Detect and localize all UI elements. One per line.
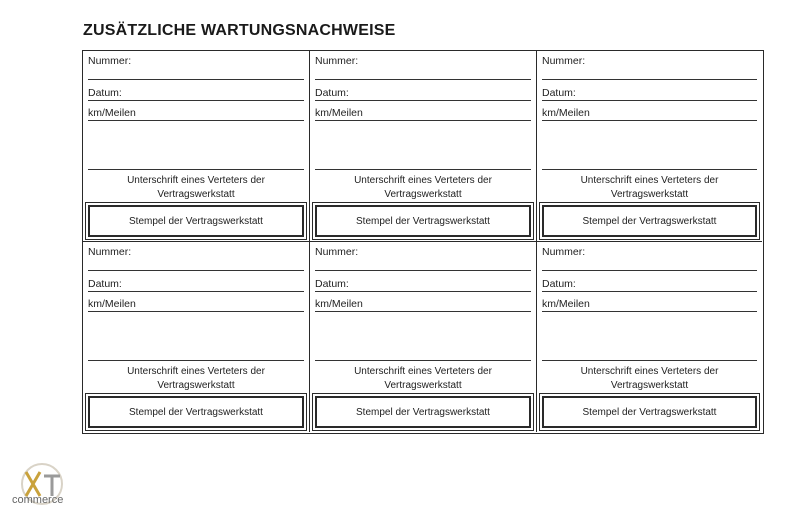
- date-label: Datum:: [542, 278, 576, 290]
- number-label: Nummer:: [88, 246, 132, 258]
- number-line[interactable]: [315, 270, 531, 271]
- maintenance-record: [83, 242, 310, 432]
- number-line[interactable]: [542, 270, 757, 271]
- number-label: Nummer:: [315, 55, 359, 67]
- signature-line[interactable]: [88, 360, 304, 361]
- date-line[interactable]: [88, 291, 304, 292]
- number-label: Nummer:: [542, 55, 586, 67]
- date-line[interactable]: [542, 291, 757, 292]
- maintenance-grid: [82, 50, 764, 434]
- signature-caption: Unterschrift eines Verteters der Vertragswerkstatt: [354, 366, 492, 391]
- mileage-label: km/Meilen: [315, 298, 363, 310]
- date-label: Datum:: [88, 278, 122, 290]
- signature-line[interactable]: [542, 169, 757, 170]
- maintenance-record: [83, 51, 310, 242]
- signature-caption: Unterschrift eines Verteters der Vertragswerkstatt: [580, 175, 719, 200]
- mileage-label: km/Meilen: [542, 298, 590, 310]
- mileage-line[interactable]: [542, 311, 757, 312]
- number-line[interactable]: [88, 79, 304, 80]
- number-label: Nummer:: [315, 246, 359, 258]
- number-label: Nummer:: [88, 55, 132, 67]
- stamp-box: Stempel der Vertragswerkstatt: [88, 205, 304, 237]
- mileage-label: km/Meilen: [542, 107, 590, 119]
- signature-caption: Unterschrift eines Verteters der Vertragswerkstatt: [354, 175, 492, 200]
- signature-line[interactable]: [542, 360, 757, 361]
- mileage-line[interactable]: [315, 120, 531, 121]
- date-label: Datum:: [315, 87, 349, 99]
- signature-caption: Unterschrift eines Verteters der Vertragswerkstatt: [127, 175, 265, 200]
- page-title: ZUSÄTZLICHE WARTUNGSNACHWEISE: [83, 22, 396, 39]
- number-line[interactable]: [315, 79, 531, 80]
- mileage-line[interactable]: [542, 120, 757, 121]
- signature-caption: Unterschrift eines Verteters der Vertragswerkstatt: [127, 366, 265, 391]
- date-label: Datum:: [315, 278, 349, 290]
- mileage-line[interactable]: [315, 311, 531, 312]
- mileage-label: km/Meilen: [88, 298, 136, 310]
- date-label: Datum:: [88, 87, 122, 99]
- signature-line[interactable]: [315, 169, 531, 170]
- date-line[interactable]: [542, 100, 757, 101]
- stamp-box: Stempel der Vertragswerkstatt: [542, 205, 757, 237]
- number-label: Nummer:: [542, 246, 586, 258]
- date-line[interactable]: [315, 100, 531, 101]
- stamp-box: Stempel der Vertragswerkstatt: [88, 396, 304, 428]
- stamp-box: Stempel der Vertragswerkstatt: [542, 396, 757, 428]
- logo-wordmark: commerce: [12, 494, 64, 506]
- mileage-label: km/Meilen: [315, 107, 363, 119]
- mileage-label: km/Meilen: [88, 107, 136, 119]
- maintenance-record: [310, 242, 537, 432]
- maintenance-record: [310, 51, 537, 242]
- signature-caption: Unterschrift eines Verteters der Vertragswerkstatt: [580, 366, 719, 391]
- mileage-line[interactable]: [88, 311, 304, 312]
- date-line[interactable]: [315, 291, 531, 292]
- signature-line[interactable]: [88, 169, 304, 170]
- signature-line[interactable]: [315, 360, 531, 361]
- date-line[interactable]: [88, 100, 304, 101]
- mileage-line[interactable]: [88, 120, 304, 121]
- stamp-box: Stempel der Vertragswerkstatt: [315, 396, 531, 428]
- number-line[interactable]: [88, 270, 304, 271]
- maintenance-record: [537, 242, 762, 432]
- stamp-box: Stempel der Vertragswerkstatt: [315, 205, 531, 237]
- number-line[interactable]: [542, 79, 757, 80]
- maintenance-record: [537, 51, 762, 242]
- date-label: Datum:: [542, 87, 576, 99]
